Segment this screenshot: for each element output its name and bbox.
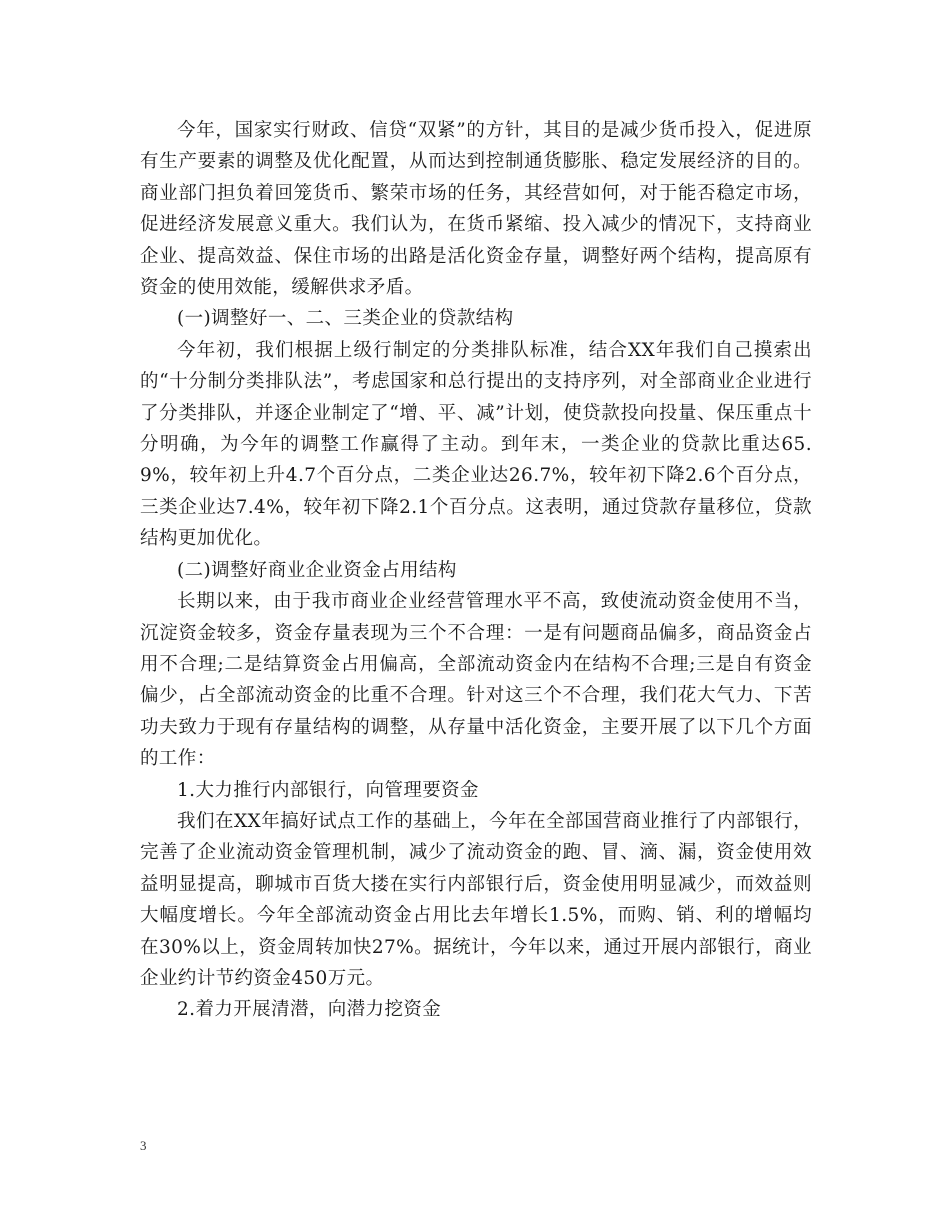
- subsection-heading-1: 1.大力推行内部银行，向管理要资金: [177, 779, 479, 801]
- paragraph-loan-structure: 今年初，我们根据上级行制定的分类排队标准，结合XX年我们自己摸索出的“十分制分类排队法”，考虑国家和总行提出的支持序列，对全部商业企业进行了分类排队，并逐企业制定了“增、平、减”计划，使贷款投向投量、保压重点十分明确，为今年的调整工作赢得了主动。到年末，一类企业的贷款比重达65.9%，较年初上升4.7个百分点，二类企业达26.7%，较年初下降2.6个百分点，三类企业达7.4%，较年初下降2.1个百分点。这表明，通过贷款存量移位，贷款结构更加优化。: [140, 339, 812, 550]
- paragraph-capital-structure: 长期以来，由于我市商业企业经营管理水平不高，致使流动资金使用不当，沉淀资金较多，资金存量表现为三个不合理：一是有问题商品偏多，商品资金占用不合理;二是结算资金占用偏高，全部流动资金内在结构不合理;三是自有资金偏少，占全部流动资金的比重不合理。针对这三个不合理，我们花大气力、下苦功夫致力于现有存量结构的调整，从存量中活化资金，主要开展了以下几个方面的工作：: [140, 591, 812, 770]
- section-heading-2: (二)调整好商业企业资金占用结构: [177, 559, 457, 581]
- section-heading-1: (一)调整好一、二、三类企业的贷款结构: [177, 308, 514, 330]
- subsection-heading-2: 2.着力开展清潜，向潜力挖资金: [177, 999, 442, 1021]
- document-body: [140, 115, 812, 1026]
- paragraph-intro: 今年，国家实行财政、信贷“双紧”的方针，其目的是减少货币投入，促进原有生产要素的调整及优化配置，从而达到控制通货膨胀、稳定发展经济的目的。商业部门担负着回笼货币、繁荣市场的任务，其经营如何，对于能否稳定市场，促进经济发展意义重大。我们认为，在货币紧缩、投入减少的情况下，支持商业企业、提高效益、保住市场的出路是活化资金存量，调整好两个结构，提高原有资金的使用效能，缓解供求矛盾。: [140, 120, 812, 299]
- paragraph-internal-bank: 我们在XX年搞好试点工作的基础上，今年在全部国营商业推行了内部银行，完善了企业流动资金管理机制，减少了流动资金的跑、冒、滴、漏，资金使用效益明显提高，聊城市百货大搂在实行内部银行后，资金使用明显减少，而效益则大幅度增长。今年全部流动资金占用比去年增长1.5%，而购、销、利的增幅均在30%以上，资金周转加快27%。据统计，今年以来，通过开展内部银行，商业企业约计节约资金450万元。: [140, 810, 812, 989]
- page-number: 3: [140, 1138, 147, 1153]
